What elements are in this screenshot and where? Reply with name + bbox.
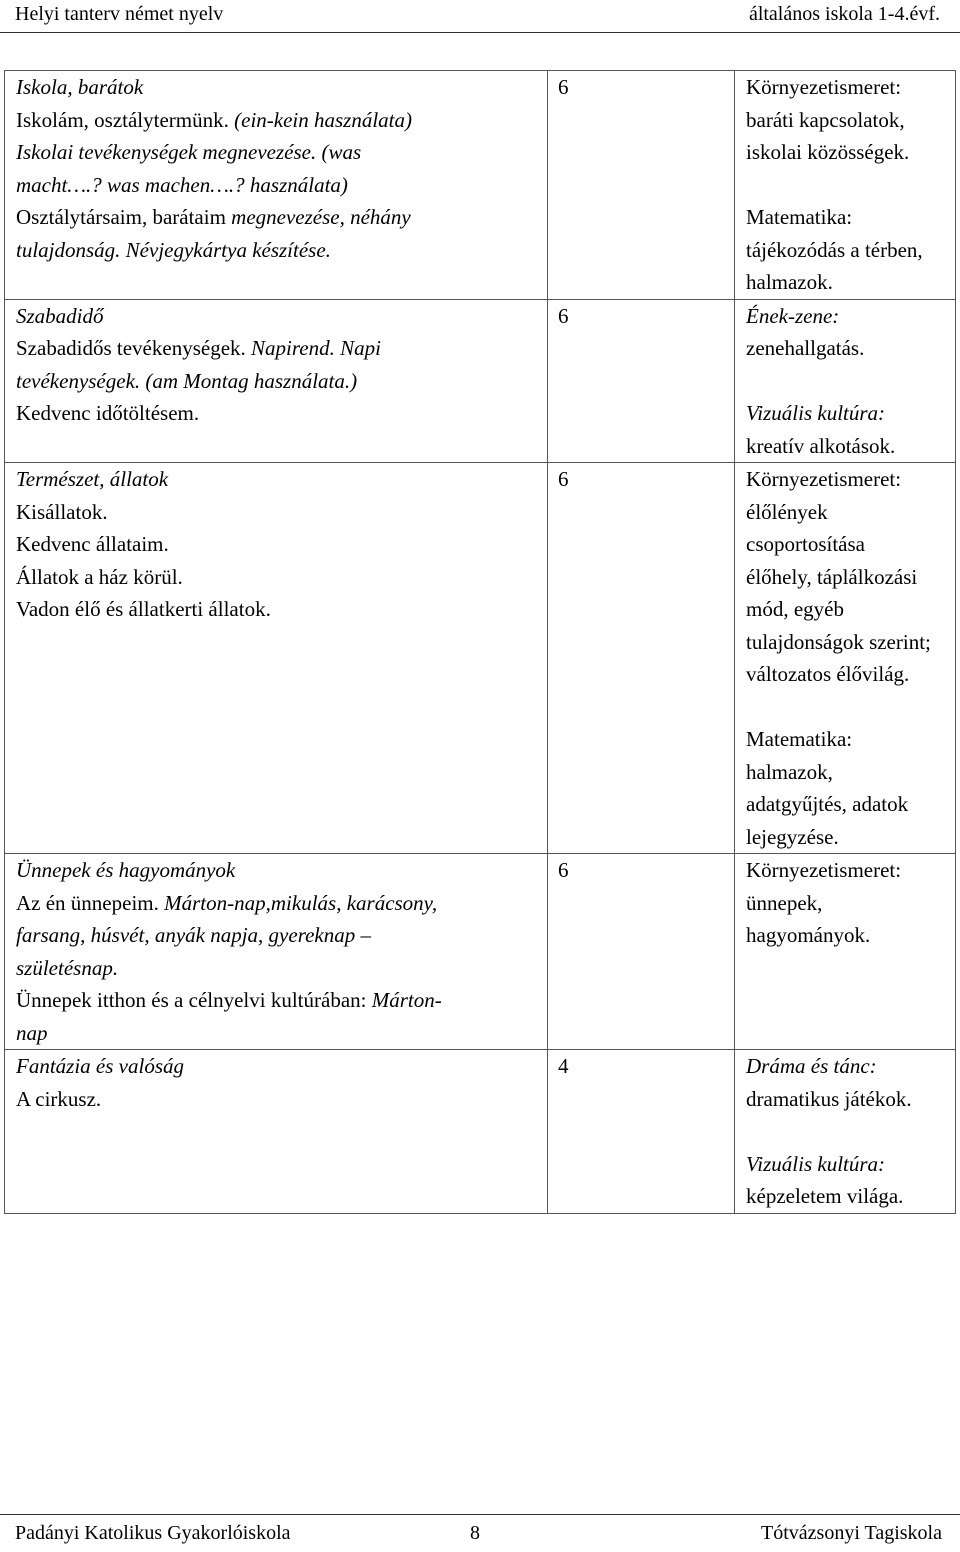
- hours-cell: [548, 299, 735, 463]
- table-row: [5, 463, 956, 854]
- hours-value: 6: [558, 858, 569, 882]
- page-footer: [0, 1522, 960, 1552]
- link-text: iskolai közösségek.: [746, 140, 910, 164]
- topic-cell: [5, 71, 548, 300]
- topic-line: [16, 136, 547, 169]
- topic-line: [16, 463, 547, 496]
- link-text: zenehallgatás.: [746, 336, 865, 360]
- topic-text: nap: [16, 1020, 48, 1045]
- topic-line: [16, 104, 547, 137]
- topic-text: macht….? was machen….? használata): [16, 172, 348, 197]
- link-line: [746, 788, 955, 821]
- topic-line: [16, 201, 547, 234]
- link-text: tulajdonságok szerint;: [746, 629, 931, 654]
- topic-line: [16, 561, 547, 594]
- hours-cell: [548, 71, 735, 300]
- hours-value: 4: [558, 1054, 569, 1078]
- link-line: [746, 821, 955, 854]
- link-line: [746, 1083, 955, 1116]
- page-header: [0, 0, 960, 30]
- link-text: Környezetismeret:: [746, 467, 902, 491]
- link-text: mód, egyéb: [746, 597, 844, 621]
- topic-line: [16, 952, 547, 985]
- curriculum-table-body: [5, 71, 956, 1214]
- topic-line: [16, 1017, 547, 1050]
- link-line: [746, 496, 955, 529]
- topic-line: [16, 397, 547, 430]
- topic-line: [16, 169, 547, 202]
- topic-text: Iskolám, osztálytermünk.: [16, 107, 235, 132]
- topic-line: [16, 1083, 547, 1116]
- topic-line: [16, 887, 547, 920]
- hours-value: 6: [558, 467, 569, 491]
- topic-text: Osztálytársaim, barátaim: [16, 205, 232, 229]
- link-text: élőlények: [746, 499, 828, 524]
- link-text: ünnepek,: [746, 890, 823, 915]
- link-text: Vizuális kultúra:: [746, 401, 886, 425]
- link-text: kreatív alkotások.: [746, 433, 896, 458]
- cross-curricular-cell: [735, 854, 956, 1050]
- topic-line: [16, 234, 547, 267]
- link-line: [746, 104, 955, 137]
- link-text: élőhely, táplálkozási: [746, 564, 918, 589]
- topic-line: [16, 984, 547, 1017]
- topic-line: [16, 496, 547, 529]
- blank-line: [746, 365, 955, 398]
- topic-text: születésnap.: [16, 955, 119, 980]
- table-row: [5, 71, 956, 300]
- topic-line: [16, 365, 547, 398]
- link-text: hagyományok.: [746, 923, 871, 947]
- footer-branch: Tótvázsonyi Tagiskola: [761, 1522, 942, 1544]
- link-line: [746, 397, 955, 430]
- link-line: [746, 300, 955, 333]
- cross-curricular-cell: [735, 299, 956, 463]
- topic-line: [16, 300, 547, 333]
- hours-value: 6: [558, 303, 569, 328]
- link-text: adatgyűjtés, adatok: [746, 792, 909, 816]
- link-line: [746, 1180, 955, 1213]
- topic-line: [16, 332, 547, 365]
- topic-line: [16, 71, 547, 104]
- hours-cell: [548, 854, 735, 1050]
- topic-text: tevékenységek. (am Montag használata.): [16, 368, 358, 393]
- topic-text: Állatok a ház körül.: [16, 564, 183, 589]
- topic-text: A cirkusz.: [16, 1086, 102, 1111]
- hours-cell: [548, 463, 735, 854]
- topic-cell: [5, 299, 548, 463]
- link-text: Környezetismeret:: [746, 858, 902, 882]
- link-text: tájékozódás a térben,: [746, 237, 923, 262]
- topic-text: Szabadidős tevékenységek.: [16, 336, 252, 360]
- cross-curricular-cell: [735, 1050, 956, 1214]
- link-line: [746, 919, 955, 952]
- topic-line: [16, 919, 547, 952]
- topic-text: Ünnepek és hagyományok: [16, 858, 236, 882]
- link-text: halmazok,: [746, 759, 833, 784]
- link-line: [746, 430, 955, 463]
- link-text: csoportosítása: [746, 532, 865, 556]
- link-text: Matematika:: [746, 727, 853, 751]
- link-text: Vizuális kultúra:: [746, 1151, 886, 1176]
- link-text: Környezetismeret:: [746, 75, 902, 99]
- table-row: [5, 1050, 956, 1214]
- topic-text: Márton-: [371, 988, 442, 1012]
- cross-curricular-cell: [735, 463, 956, 854]
- link-text: képzeletem világa.: [746, 1184, 904, 1208]
- topic-text: Fantázia és valóság: [16, 1054, 184, 1078]
- topic-text: Iskola, barátok: [16, 75, 144, 99]
- link-line: [746, 234, 955, 267]
- link-line: [746, 1148, 955, 1181]
- link-line: [746, 266, 955, 299]
- topic-line: [16, 593, 547, 626]
- topic-text: Szabadidő: [16, 303, 104, 328]
- link-text: halmazok.: [746, 270, 833, 294]
- topic-text: Márton-nap,mikulás, karácsony,: [164, 890, 438, 915]
- link-line: [746, 71, 955, 104]
- link-text: dramatikus játékok.: [746, 1086, 912, 1111]
- topic-line: [16, 854, 547, 887]
- link-line: [746, 1050, 955, 1083]
- topic-text: Kedvenc állataim.: [16, 532, 169, 556]
- curriculum-table: [4, 70, 956, 1214]
- topic-cell: [5, 1050, 548, 1214]
- topic-text: megnevezése, néhány: [231, 205, 411, 229]
- link-line: [746, 201, 955, 234]
- link-text: Dráma és tánc:: [746, 1054, 877, 1078]
- link-text: Matematika:: [746, 205, 853, 229]
- footer-rule: [0, 1514, 960, 1515]
- link-text: lejegyzése.: [746, 824, 839, 849]
- topic-text: Napirend. Napi: [251, 336, 381, 360]
- topic-cell: [5, 463, 548, 854]
- hours-value: 6: [558, 75, 569, 99]
- header-rule: [0, 32, 960, 33]
- topic-text: farsang, húsvét, anyák napja, gyereknap –: [16, 923, 371, 947]
- page-number: 8: [470, 1522, 480, 1544]
- link-line: [746, 561, 955, 594]
- link-line: [746, 332, 955, 365]
- link-text: változatos élővilág.: [746, 662, 910, 686]
- link-line: [746, 528, 955, 561]
- topic-line: [16, 528, 547, 561]
- link-line: [746, 854, 955, 887]
- topic-text: Kedvenc időtöltésem.: [16, 401, 200, 425]
- header-title: Helyi tanterv német nyelv: [15, 3, 224, 25]
- topic-cell: [5, 854, 548, 1050]
- link-line: [746, 626, 955, 659]
- topic-text: tulajdonság. Névjegykártya készítése.: [16, 237, 331, 262]
- topic-text: Természet, állatok: [16, 467, 169, 491]
- link-line: [746, 136, 955, 169]
- topic-text: (ein-kein használata): [234, 107, 412, 132]
- blank-line: [746, 169, 955, 202]
- link-line: [746, 593, 955, 626]
- topic-text: Iskolai tevékenységek megnevezése. (was: [16, 140, 362, 164]
- blank-line: [746, 1115, 955, 1148]
- header-grade: általános iskola 1-4.évf.: [748, 3, 940, 25]
- link-line: [746, 756, 955, 789]
- footer-school: Padányi Katolikus Gyakorlóiskola: [15, 1522, 291, 1544]
- table-row: [5, 299, 956, 463]
- topic-line: [16, 1050, 547, 1083]
- topic-text: Ünnepek itthon és a célnyelvi kultúrában:: [16, 988, 372, 1012]
- topic-text: Vadon élő és állatkerti állatok.: [16, 597, 271, 621]
- hours-cell: [548, 1050, 735, 1214]
- link-line: [746, 887, 955, 920]
- blank-line: [746, 691, 955, 724]
- link-line: [746, 723, 955, 756]
- table-row: [5, 854, 956, 1050]
- link-line: [746, 658, 955, 691]
- cross-curricular-cell: [735, 71, 956, 300]
- link-text: baráti kapcsolatok,: [746, 107, 905, 132]
- topic-text: Kisállatok.: [16, 499, 108, 524]
- link-text: Ének-zene:: [746, 303, 840, 328]
- link-line: [746, 463, 955, 496]
- topic-text: Az én ünnepeim.: [16, 890, 165, 915]
